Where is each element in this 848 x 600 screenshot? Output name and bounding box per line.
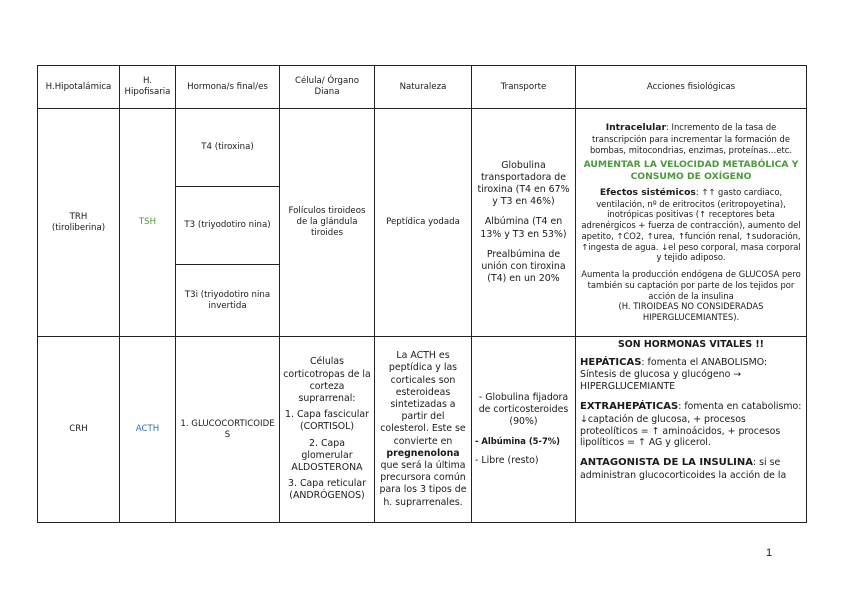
aumentar-velocidad: AUMENTAR LA VELOCIDAD METABÓLICA Y CONSUMO DE OXÍGENO (583, 159, 799, 183)
diana-fascicular: 1. Capa fascicular (CORTISOL) (285, 409, 369, 433)
intracelular-label: Intracelular (605, 122, 667, 134)
acth-cell: ACTH (120, 337, 176, 523)
hormona-glucocorticoides: 1. GLUCOCORTICOIDE S (176, 337, 280, 523)
sistemicos-label: Efectos sistémicos (599, 186, 696, 198)
intracelular-text: : Incremento de la tasa de transcripción para incrementar la formación de bombas, mitocondrias, enzimas, proteínas…etc. (589, 122, 793, 155)
header-naturaleza: Naturaleza (375, 66, 472, 109)
diana-glomerular: 2. Capa glomerular ALDOSTERONA (291, 437, 363, 474)
transporte-globulina-fijadora: - Globulina fijadora de corticosteroides (90%) (478, 391, 569, 428)
crh-cell: CRH (38, 337, 120, 523)
extrahepaticas-text: : fomenta en catabolismo: ↓captación de glucosa, + procesos proteolíticos = ↑ aminoácidos, + procesos lipolíticos = ↑ AG y glicerol. (580, 401, 802, 449)
no-hiperglucemiantes: (H. TIROIDEAS NO CONSIDERADAS HIPERGLUCEMIANTES). (618, 301, 764, 323)
transporte-cortisol (472, 337, 576, 523)
antagonista-label: ANTAGONISTA DE LA INSULINA (580, 457, 753, 469)
header-celula-diana: Célula/ Órgano Diana (280, 66, 375, 109)
tsh-cell: TSH (120, 109, 176, 337)
transporte-globulina: Globulina transportadora de tiroxina (T4 en 67% y T3 en 46%) (477, 159, 570, 208)
header-hormona-final: Hormona/s final/es (176, 66, 280, 109)
transporte-albumina-acth: - Albúmina (5-7%) (475, 436, 561, 447)
transporte-tiroideo (472, 109, 576, 337)
transporte-libre: - Libre (resto) (475, 455, 539, 467)
table-row-trh (38, 109, 807, 187)
acciones-tiroideas (576, 109, 807, 337)
hormona-t4: T4 (tiroxina) (176, 109, 280, 187)
header-row (38, 66, 807, 109)
transporte-prealbumina: Prealbúmina de unión con tiroxina (T4) en un 20% (481, 248, 566, 285)
diana-foliculos: Folículos tiroideos de la glándula tiroides (280, 109, 375, 337)
naturaleza-post: que será la última precursora común para los 3 tipos de h. suprarrenales. (379, 460, 467, 508)
naturaleza-pregnenolona: pregnenolona (386, 447, 460, 459)
header-transporte: Transporte (472, 66, 576, 109)
acciones-glucocorticoides (576, 337, 807, 523)
transporte-albumina: Albúmina (T4 en 13% y T3 en 53%) (480, 216, 567, 240)
hormona-t3: T3 (triyodotiro nina) (176, 187, 280, 265)
hormona-t3i: T3i (triyodotiro nina invertida (176, 265, 280, 337)
extrahepaticas-label: EXTRAHEPÁTICAS (580, 401, 679, 413)
header-hipotalamica: H.Hipotalámica (38, 66, 120, 109)
naturaleza-peptidica: Peptídica yodada (375, 109, 472, 337)
hormone-table (37, 65, 807, 523)
table-row-crh (38, 337, 807, 523)
naturaleza-acth (375, 337, 472, 523)
diana-corticotropas (280, 337, 375, 523)
page-number: 1 (766, 547, 773, 559)
hepaticas-text: : fomenta el ANABOLISMO: Síntesis de glucosa y glucógeno → HIPERGLUCEMIANTE (580, 356, 768, 393)
diana-reticular: 3. Capa reticular (ANDRÓGENOS) (288, 478, 366, 502)
header-acciones: Acciones fisiológicas (576, 66, 807, 109)
hormonas-vitales: SON HORMONAS VITALES !! (618, 339, 764, 350)
header-hipofisaria: H. Hipofisaria (120, 66, 176, 109)
glucosa-text: Aumenta la producción endógena de GLUCOSA pero también su captación por parte de los tejidos por acción de la insulina (581, 269, 801, 301)
diana-intro: Células corticotropas de la corteza suprarrenal: (283, 356, 371, 404)
naturaleza-pre: La ACTH es peptídica y las corticales son esteroideas sintetizadas a partir del colesterol. Este se convierte en (380, 350, 466, 447)
hepaticas-label: HEPÁTICAS (580, 356, 642, 368)
sistemicos-text: : ↑↑ gasto cardiaco, ventilación, nº de eritrocitos (eritropoyetina), inotrópicas positivas (↑ receptores beta adrenérgicos + fuerza de contracción), aumento del apetito, ↑CO2, ↑urea, ↑función renal, ↑sudoración, ↑ingesta de agua. ↓el peso corporal, masa corporal y tejido adiposo. (581, 186, 801, 263)
antagonista-text: : si se administran glucocorticoides la acción de la (580, 457, 787, 481)
trh-cell: TRH (tiroliberina) (38, 109, 120, 337)
